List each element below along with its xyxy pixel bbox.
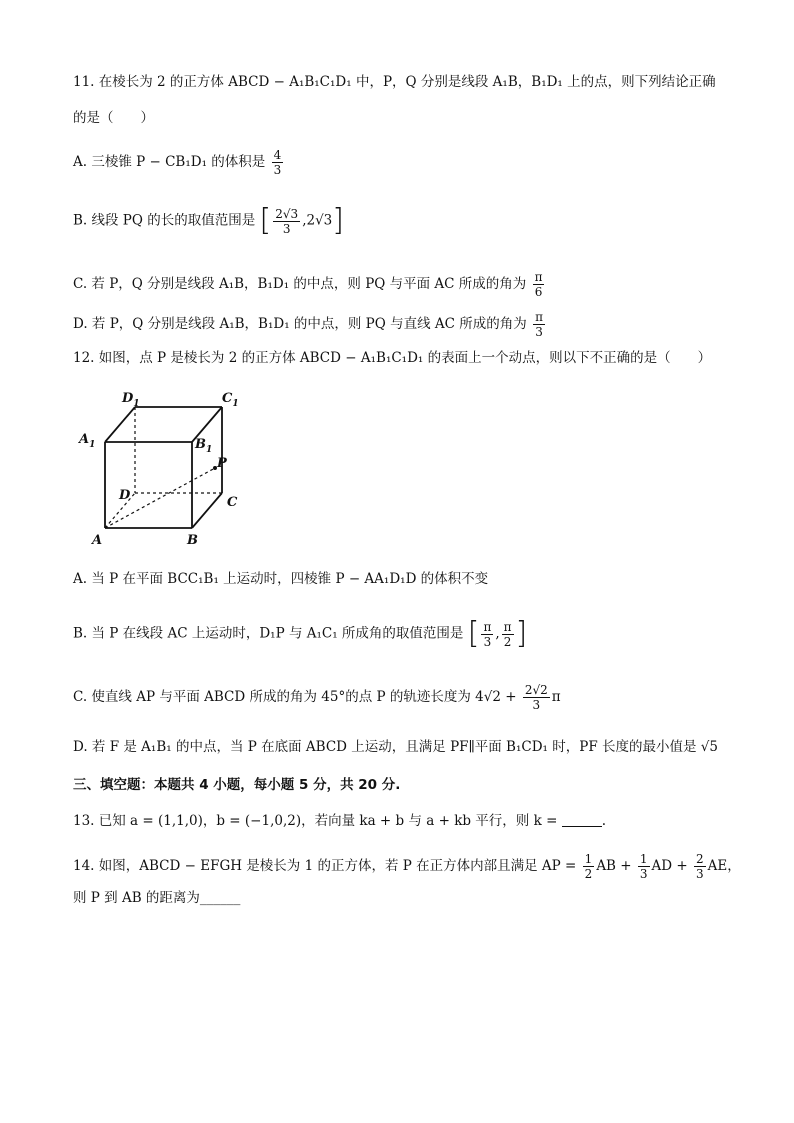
pi-symbol: π: [551, 689, 561, 705]
fraction: [638, 852, 650, 881]
fraction-numerator: 1: [639, 852, 648, 866]
label-C1: $C_1$: [222, 391, 239, 409]
left-bracket: [: [259, 203, 272, 238]
q11-option-a: [73, 148, 285, 177]
q12-option-b: B. 当 P 在线段 AC 上运动时，D₁P 与 A₁C₁ 所成角的取值范围是 [ $\frac{\pi}{3}$ , $\frac{\pi}{2}$ ]: [73, 616, 528, 651]
section-title: 三、填空题：本题共 4 小题，每小题 5 分，共 20 分.: [73, 777, 401, 793]
q13-text: 13. 已知 a = (1,1,0)，b = (−1,0,2)，若向量 ka + b 与 a + kb 平行，则 k =: [73, 813, 558, 829]
vector-term: AD +: [651, 858, 688, 874]
q14-line1: [73, 852, 741, 881]
label-A: A: [92, 533, 103, 548]
label-P: P: [217, 456, 227, 471]
fraction-denominator: 3: [483, 634, 492, 649]
fraction-denominator: 2: [584, 867, 593, 881]
q12-option-b-text: B. 当 P 在线段 AC 上运动时，D₁P 与 A₁C₁ 所成角的取值范围是: [73, 625, 464, 642]
fraction: [523, 683, 550, 712]
fraction-numerator: 2√2: [524, 683, 548, 697]
vector-term: AB +: [596, 858, 632, 874]
fraction-denominator: 3: [282, 221, 291, 236]
fraction: [583, 852, 595, 881]
fraction: [481, 620, 493, 649]
label-D: D: [119, 488, 131, 503]
q14-text: 14. 如图，ABCD − EFGH 是棱长为 1 的正方体，若 P 在正方体内部且满足 AP =: [73, 858, 577, 874]
q11-stem-line2: 的是（ ）: [73, 110, 154, 126]
fraction-denominator: 3: [535, 325, 543, 339]
fraction-denominator: 3: [532, 698, 541, 712]
q11-option-d: [73, 310, 547, 339]
label-C: C: [227, 495, 238, 510]
q11-option-c: [73, 270, 546, 299]
fraction-denominator: 6: [534, 285, 543, 299]
fraction: [694, 852, 706, 881]
answer-blank[interactable]: [562, 814, 602, 827]
fraction-denominator: 3: [696, 867, 704, 881]
label-D1: $D_1$: [122, 391, 140, 409]
label-B: B: [187, 533, 198, 548]
fraction: [272, 148, 284, 177]
right-bracket: ]: [515, 616, 528, 651]
q14-line2: 则 P 到 AB 的距离为______: [73, 890, 241, 906]
q11-option-b: [73, 203, 344, 238]
edge-A1D1: [105, 407, 135, 442]
q13: [73, 812, 606, 830]
q13-period: .: [601, 813, 606, 829]
fraction-numerator: 2: [696, 852, 704, 866]
q12-option-d: D. 若 F 是 A₁B₁ 的中点，当 P 在底面 ABCD 上运动，且满足 PF∥平面 B₁CD₁ 时，PF 长度的最小值是 √5: [73, 739, 718, 755]
label-A1: $A_1$: [79, 432, 96, 450]
fraction: [502, 620, 514, 649]
interval-upper: ,2√3: [302, 212, 333, 229]
q12-option-c: [73, 683, 561, 712]
fraction: [533, 310, 545, 339]
fraction-numerator: 2√3: [275, 206, 299, 221]
q11-option-a-text: A. 三棱锥 P − CB₁D₁ 的体积是: [73, 154, 266, 170]
q12-option-c-text: C. 使直线 AP 与平面 ABCD 所成的角为 45°的点 P 的轨迹长度为 4√2 +: [73, 689, 517, 705]
left-bracket: [: [467, 616, 480, 651]
q11-option-c-text: C. 若 P，Q 分别是线段 A₁B，B₁D₁ 的中点，则 PQ 与平面 AC 所成的角为: [73, 276, 527, 292]
fraction-numerator: π: [535, 310, 543, 324]
cube-figure: [75, 385, 255, 555]
q12-option-a: A. 当 P 在平面 BCC₁B₁ 上运动时，四棱锥 P − AA₁D₁D 的体积不变: [73, 571, 489, 587]
label-B1: $B_1$: [195, 437, 213, 455]
fraction-numerator: π: [483, 619, 492, 634]
fraction-numerator: 1: [584, 852, 593, 866]
fraction: [273, 207, 300, 236]
q12-stem: 12. 如图，点 P 是棱长为 2 的正方体 ABCD − A₁B₁C₁D₁ 的表面上一个动点，则以下不正确的是（ ）: [73, 350, 712, 366]
edge-BC: [192, 493, 222, 528]
fraction-denominator: 3: [273, 163, 282, 177]
vector-term: AE，: [707, 858, 741, 874]
fraction-numerator: π: [534, 270, 543, 284]
fraction-numerator: 4: [273, 148, 282, 162]
q11-option-d-text: D. 若 P，Q 分别是线段 A₁B，B₁D₁ 的中点，则 PQ 与直线 AC 所成的角为: [73, 316, 527, 332]
right-bracket: ]: [332, 203, 344, 238]
q11-option-b-text: B. 线段 PQ 的长的取值范围是: [73, 212, 256, 229]
q11-stem-line1: 11. 在棱长为 2 的正方体 ABCD − A₁B₁C₁D₁ 中，P，Q 分别是线段 A₁B，B₁D₁ 上的点，则下列结论正确: [73, 74, 716, 90]
fraction-denominator: 3: [639, 867, 648, 881]
fraction: [533, 270, 545, 299]
fraction-denominator: 2: [503, 634, 512, 649]
fraction-numerator: π: [503, 619, 512, 634]
